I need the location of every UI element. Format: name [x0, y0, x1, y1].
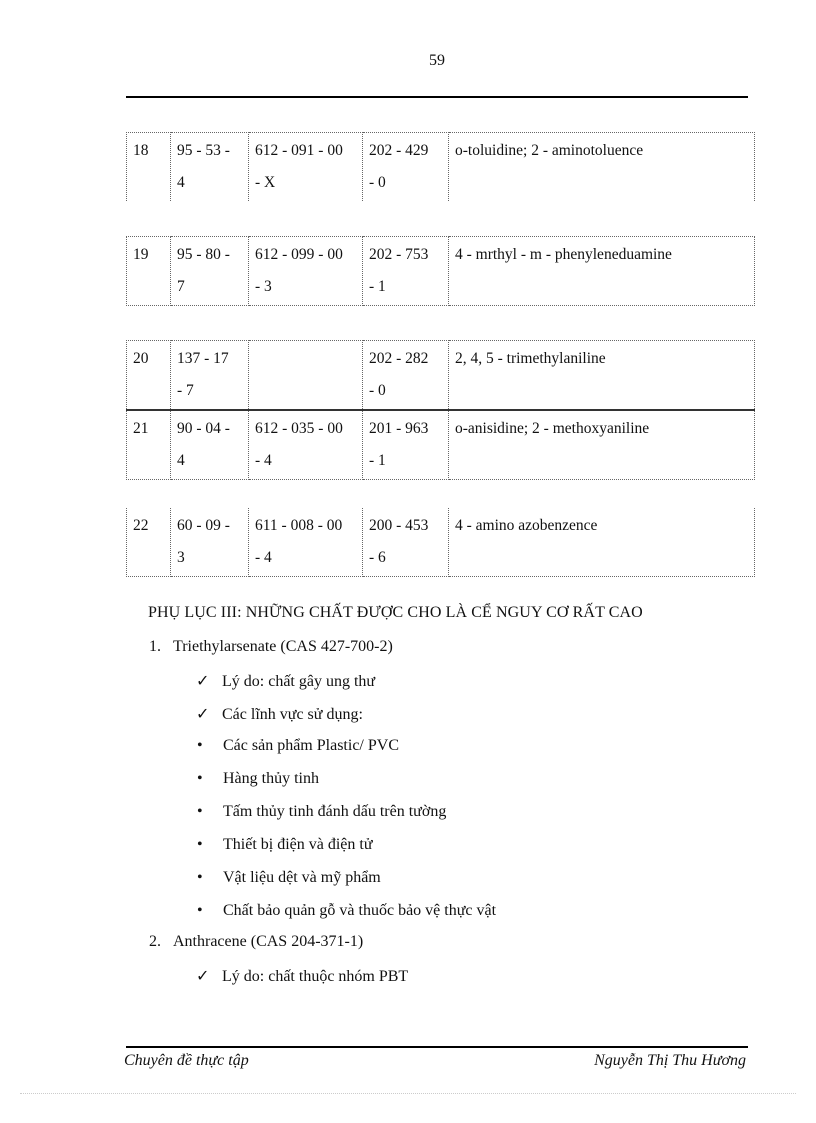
- list-item: • Hàng thủy tinh: [197, 770, 319, 787]
- item-title: Triethylarsenate (CAS 427-700-2): [173, 638, 393, 655]
- check-item: [196, 966, 408, 986]
- bullet-icon: •: [197, 869, 203, 886]
- cell-index: 612 - 035 - 00 - 4: [249, 410, 363, 480]
- item-title: Anthracene (CAS 204-371-1): [173, 933, 364, 950]
- list-item-1: [149, 638, 393, 656]
- cell-no: 21: [127, 410, 171, 480]
- list-item: • Thiết bị điện và điện tử: [197, 836, 373, 853]
- chemical-table-22: [126, 508, 755, 577]
- footer-left: Chuyên đề thực tập: [124, 1052, 249, 1069]
- reason-text: Lý do: chất gây ung thư: [222, 673, 376, 690]
- table-row: [127, 237, 755, 306]
- uses-label: Các lĩnh vực sử dụng:: [222, 706, 363, 723]
- cell-ec: 200 - 453 - 6: [363, 508, 449, 577]
- table-row: [127, 133, 755, 202]
- check-icon: ✓: [196, 673, 210, 690]
- page-edge-divider: [20, 1093, 796, 1094]
- header-rule: [126, 96, 748, 98]
- cell-no: 19: [127, 237, 171, 306]
- cell-cas: 90 - 04 - 4: [171, 410, 249, 480]
- footer-rule: [126, 1046, 748, 1048]
- chemical-table-18: [126, 132, 755, 201]
- check-icon: ✓: [196, 968, 210, 985]
- check-icon: ✓: [196, 706, 210, 723]
- list-item: • Chất bảo quản gỗ và thuốc bảo vệ thực vật: [197, 902, 497, 919]
- chemical-table-19: [126, 236, 755, 306]
- list-item: • Vật liệu dệt và mỹ phẩm: [197, 869, 381, 886]
- reason-text: Lý do: chất thuộc nhóm PBT: [222, 968, 409, 985]
- cell-ec: 202 - 753 - 1: [363, 237, 449, 306]
- list-item-2: [149, 933, 363, 951]
- list-item: • Các sản phẩm Plastic/ PVC: [197, 737, 399, 754]
- list-item: • Tấm thủy tinh đánh dấu trên tường: [197, 803, 447, 820]
- cell-index: 612 - 099 - 00 - 3: [249, 237, 363, 306]
- chemical-table-20-21: [126, 340, 755, 480]
- bullet-icon: •: [197, 770, 203, 787]
- table-row: [127, 508, 755, 577]
- cell-name: 2, 4, 5 - trimethylaniline: [449, 341, 755, 411]
- cell-name: o-toluidine; 2 - aminotoluence: [449, 133, 755, 202]
- appendix-title: PHỤ LỤC III: NHỮNG CHẤT ĐƯỢC CHO LÀ CỂ NGUY CƠ RẤT CAO: [148, 604, 643, 621]
- cell-cas: 60 - 09 - 3: [171, 508, 249, 577]
- cell-ec: 202 - 282 - 0: [363, 341, 449, 411]
- cell-index: 612 - 091 - 00 - X: [249, 133, 363, 202]
- bullet-icon: •: [197, 803, 203, 820]
- cell-index: [249, 341, 363, 411]
- cell-cas: 95 - 53 - 4: [171, 133, 249, 202]
- table-row: [127, 410, 755, 480]
- cell-no: 22: [127, 508, 171, 577]
- item-number: 2.: [149, 933, 161, 950]
- cell-no: 18: [127, 133, 171, 202]
- table-row: [127, 341, 755, 411]
- cell-name: 4 - mrthyl - m - phenyleneduamine: [449, 237, 755, 306]
- bullet-icon: •: [197, 836, 203, 853]
- bullet-icon: •: [197, 902, 203, 919]
- page-number: 59: [429, 52, 445, 69]
- cell-ec: 201 - 963 - 1: [363, 410, 449, 480]
- cell-index: 611 - 008 - 00 - 4: [249, 508, 363, 577]
- cell-cas: 137 - 17 - 7: [171, 341, 249, 411]
- cell-cas: 95 - 80 - 7: [171, 237, 249, 306]
- cell-ec: 202 - 429 - 0: [363, 133, 449, 202]
- cell-name: 4 - amino azobenzence: [449, 508, 755, 577]
- bullet-icon: •: [197, 737, 203, 754]
- footer-right: Nguyễn Thị Thu Hương: [594, 1052, 746, 1069]
- cell-no: 20: [127, 341, 171, 411]
- check-item: [196, 704, 363, 724]
- item-number: 1.: [149, 638, 161, 655]
- check-item: [196, 671, 375, 691]
- cell-name: o-anisidine; 2 - methoxyaniline: [449, 410, 755, 480]
